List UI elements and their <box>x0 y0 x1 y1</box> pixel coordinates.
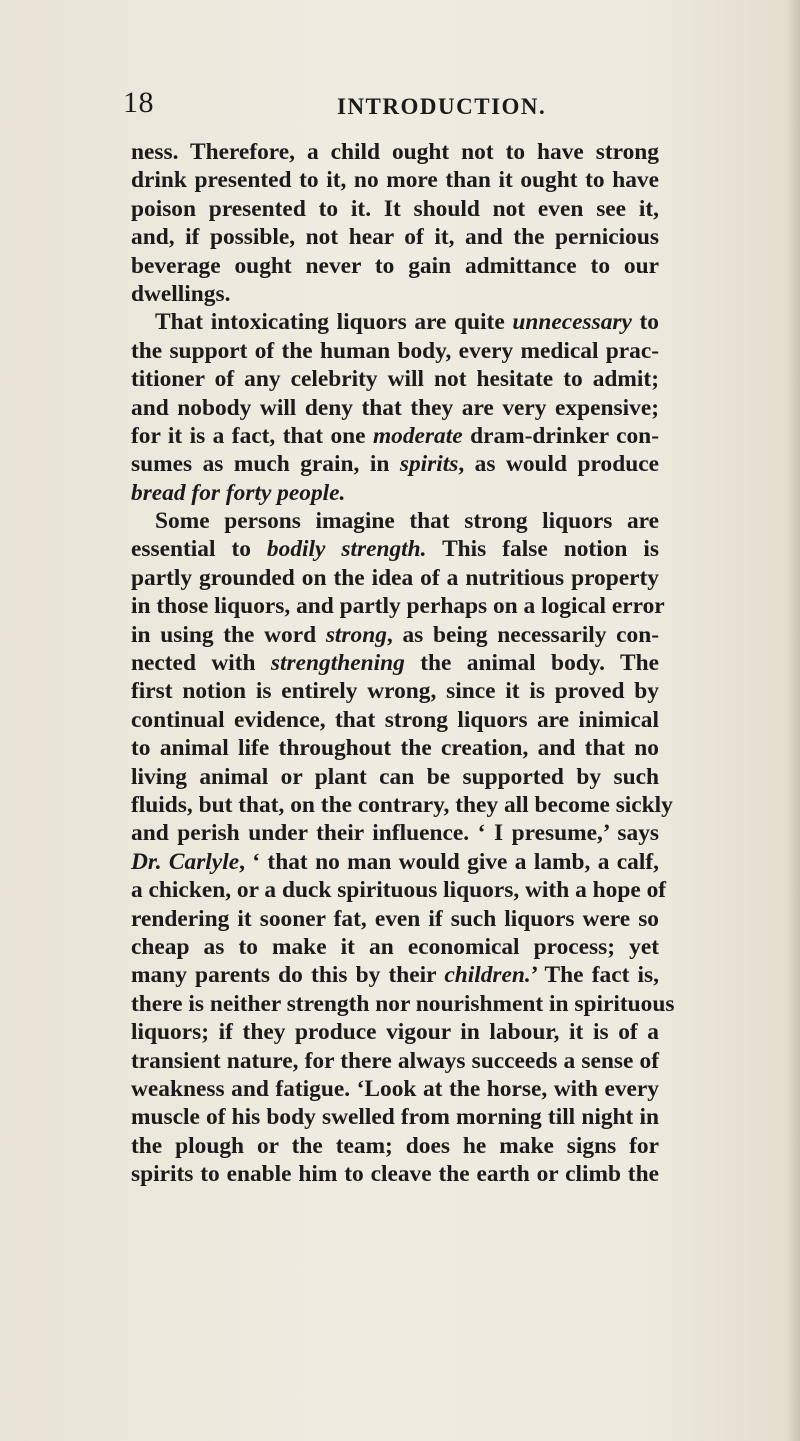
text-line <box>131 734 659 762</box>
text-line <box>131 763 659 791</box>
page-edge-shadow <box>786 0 800 1441</box>
text-line <box>131 649 659 677</box>
text-segment: in those liquors, and partly perhaps on a logical error <box>131 593 665 620</box>
text-line <box>131 195 659 223</box>
text-line <box>131 1132 659 1160</box>
text-segment: dram-drinker con- <box>462 422 659 449</box>
text-segment: to animal life throughout the creation, and that no <box>131 735 659 762</box>
text-segment: , as would produce <box>458 451 659 478</box>
text-line <box>131 166 659 194</box>
text-line <box>131 365 659 393</box>
text-segment: drink presented to it, no more than it ought to have <box>131 167 659 194</box>
text-line <box>131 138 659 166</box>
text-line <box>131 819 659 847</box>
body-text <box>131 138 675 1188</box>
text-segment: the animal body. The <box>404 650 659 677</box>
text-line <box>131 507 659 535</box>
text-segment: many parents do this by their <box>131 962 445 989</box>
text-segment: partly grounded on the idea of a nutritious property <box>131 564 659 591</box>
italic-text: children. <box>444 962 531 989</box>
text-line <box>131 422 659 450</box>
text-line <box>131 706 659 734</box>
text-segment: weakness and fatigue. ‘Look at the horse, with every <box>131 1075 659 1102</box>
text-segment: cheap as to make it an economical process; yet <box>131 933 659 960</box>
text-segment: transient nature, for there always succeeds a sense of <box>131 1047 659 1074</box>
text-line <box>131 961 659 989</box>
text-segment: Some persons imagine that strong liquors are <box>155 508 659 535</box>
text-line <box>131 394 659 422</box>
text-line <box>131 933 659 961</box>
text-segment: ness. Therefore, a child ought not to have strong <box>131 139 659 165</box>
text-segment: essential to <box>131 536 267 563</box>
text-segment: , ‘ that no man would give a lamb, a calf, <box>239 848 659 875</box>
text-segment: the support of the human body, every medical prac- <box>131 337 659 364</box>
text-segment: and, if possible, not hear of it, and the pernicious <box>131 224 659 251</box>
text-segment: and perish under their influence. ‘ I presume,’ says <box>131 820 659 847</box>
text-segment: spirits to enable him to cleave the earth or climb the <box>131 1161 659 1188</box>
text-line <box>131 252 659 280</box>
text-line <box>131 337 659 365</box>
text-segment: nected with <box>131 650 271 677</box>
text-line <box>131 308 659 336</box>
italic-text: moderate <box>372 422 463 449</box>
text-segment: there is neither strength nor nourishment in spirituous <box>131 990 675 1017</box>
text-segment: poison presented to it. It should not even see it, <box>131 195 659 222</box>
page-header <box>123 86 675 126</box>
text-line <box>131 535 659 563</box>
text-line <box>131 1075 659 1103</box>
text-line <box>131 1160 659 1188</box>
text-segment: a chicken, or a duck spirituous liquors, with a hope of <box>131 877 667 904</box>
text-line <box>131 905 659 933</box>
italic-text: unnecessary <box>512 309 632 336</box>
text-segment: and nobody will deny that they are very expensive; <box>131 394 659 421</box>
text-segment: titioner of any celebrity will not hesitate to admit; <box>131 366 659 393</box>
text-line <box>131 280 659 308</box>
italic-text: Dr. Carlyle <box>131 848 240 875</box>
text-line <box>131 564 659 592</box>
text-segment: continual evidence, that strong liquors are inimical <box>131 706 659 733</box>
text-line <box>131 990 675 1018</box>
text-segment: for it is a fact, that one <box>131 422 373 449</box>
text-segment: , as being necessarily con- <box>386 621 659 648</box>
italic-text: strong <box>325 621 387 648</box>
italic-text: spirits <box>399 451 459 478</box>
text-line <box>131 450 659 478</box>
text-line <box>131 848 659 876</box>
text-segment: living animal or plant can be supported by such <box>131 763 659 790</box>
text-line <box>131 1047 659 1075</box>
text-segment: dwellings. <box>131 280 231 307</box>
running-head: INTRODUCTION. <box>337 94 547 119</box>
text-segment: This false notion is <box>426 536 659 563</box>
italic-text: bread for forty people. <box>131 479 346 506</box>
page-number: 18 <box>123 86 154 119</box>
text-segment: sumes as much grain, in <box>131 451 400 478</box>
text-line <box>131 223 659 251</box>
text-segment: to <box>631 309 659 336</box>
text-line <box>131 876 667 904</box>
text-segment: in using the word <box>131 621 326 648</box>
italic-text: bodily strength. <box>266 536 427 563</box>
text-segment: fluids, but that, on the contrary, they all become sickly <box>131 791 673 818</box>
italic-text: strengthening <box>270 650 405 677</box>
text-line <box>131 479 659 507</box>
text-segment: the plough or the team; does he make signs for <box>131 1132 659 1159</box>
text-segment: beverage ought never to gain admittance to our <box>131 252 659 279</box>
text-segment: muscle of his body swelled from morning till night in <box>131 1104 659 1131</box>
text-segment: first notion is entirely wrong, since it is proved by <box>131 678 659 705</box>
text-segment: ’ The fact is, <box>530 962 659 989</box>
text-line <box>131 621 659 649</box>
text-line <box>131 791 673 819</box>
text-line <box>131 592 665 620</box>
text-segment: liquors; if they produce vigour in labour, it is of a <box>131 1019 659 1046</box>
text-line <box>131 677 659 705</box>
text-segment: rendering it sooner fat, even if such liquors were so <box>131 905 659 932</box>
text-segment: That intoxicating liquors are quite <box>155 309 513 336</box>
text-line <box>131 1018 659 1046</box>
text-line <box>131 1103 659 1131</box>
